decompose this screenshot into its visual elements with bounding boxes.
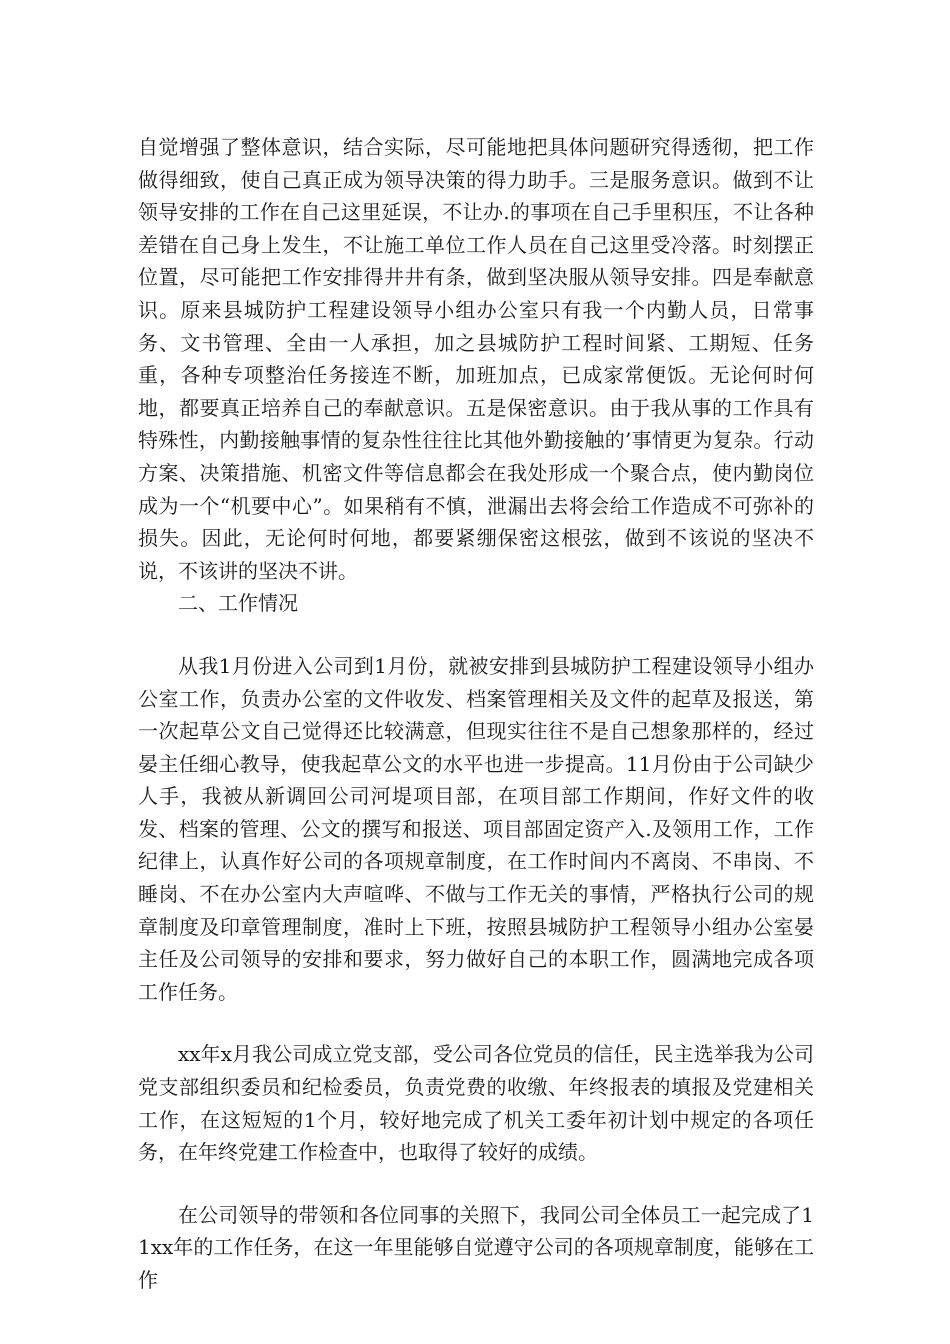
paragraph-work-situation: 从我1月份进入公司到1月份，就被安排到县城防护工程建设领导小组办公室工作，负责办公室的文件收发、档案管理相关及文件的起草及报送，第一次起草公文自己觉得还比较满意，但现实往往不是自己想象那样的，经过晏主任细心教导，使我起草公文的水平也进一步提高。11月份由于公司缺少人手，我被从新调回公司河堤项目部，在项目部工作期间，作好文件的收发、档案的管理、公文的撰写和报送、项目部固定资产入.及领用工作，工作纪律上，认真作好公司的各项规章制度，在工作时间内不离岗、不串岗、不睡岗、不在办公室内大声喧哗、不做与工作无关的事情，严格执行公司的规章制度及印章管理制度，准时上下班，按照县城防护工程领导小组办公室晏主任及公司领导的安排和要求，努力做好自己的本职工作，圆满地完成各项工作任务。	[138, 653, 814, 1004]
section-heading: 二、工作情况	[178, 591, 298, 616]
document-body	[138, 131, 814, 1297]
paragraph-continued: 自觉增强了整体意识，结合实际，尽可能地把具体问题研究得透彻，把工作做得细致，使自己真正成为领导决策的得力助手。三是服务意识。做到不让领导安排的工作在自己这里延误，不让办.的事项在自己手里积压，不让各种差错在自己身上发生，不让施工单位工作人员在自己这里受冷落。时刻摆正位置，尽可能把工作安排得井井有条，做到坚决服从领导安排。四是奉献意识。原来县城防护工程建设领导小组办公室只有我一个内勤人员，日常事务、文书管理、全由一人承担，加之县城防护工程时间紧、工期短、任务重，各种专项整治任务接连不断，加班加点，已成家常便饭。无论何时何地，都要真正培养自己的奉献意识。五是保密意识。由于我从事的工作具有特殊性，内勤接触事情的复杂性往往比其他外勤接触的’事情更为复杂。行动方案、决策措施、机密文件等信息都会在我处形成一个聚合点，使内勤岗位成为一个“机要中心”。如果稍有不慎，泄漏出去将会给工作造成不可弥补的损失。因此，无论何时何地，都要紧绷保密这根弦，做到不该说的坚决不说，不该讲的坚决不讲。	[138, 135, 814, 583]
paragraph-party-branch: xx年x月我公司成立党支部，受公司各位党员的信任，民主选举我为公司党支部组织委员和纪检委员，负责党费的收缴、年终报表的填报及党建相关工作，在这短短的1个月，较好地完成了机关工委年初计划中规定的各项任务，在年终党建工作检查中，也取得了较好的成绩。	[138, 1042, 814, 1165]
paragraph-annual-work: 在公司领导的带领和各位同事的关照下，我同公司全体员工一起完成了11xx年的工作任务，在这一年里能够自觉遵守公司的各项规章制度，能够在工作	[138, 1202, 814, 1292]
